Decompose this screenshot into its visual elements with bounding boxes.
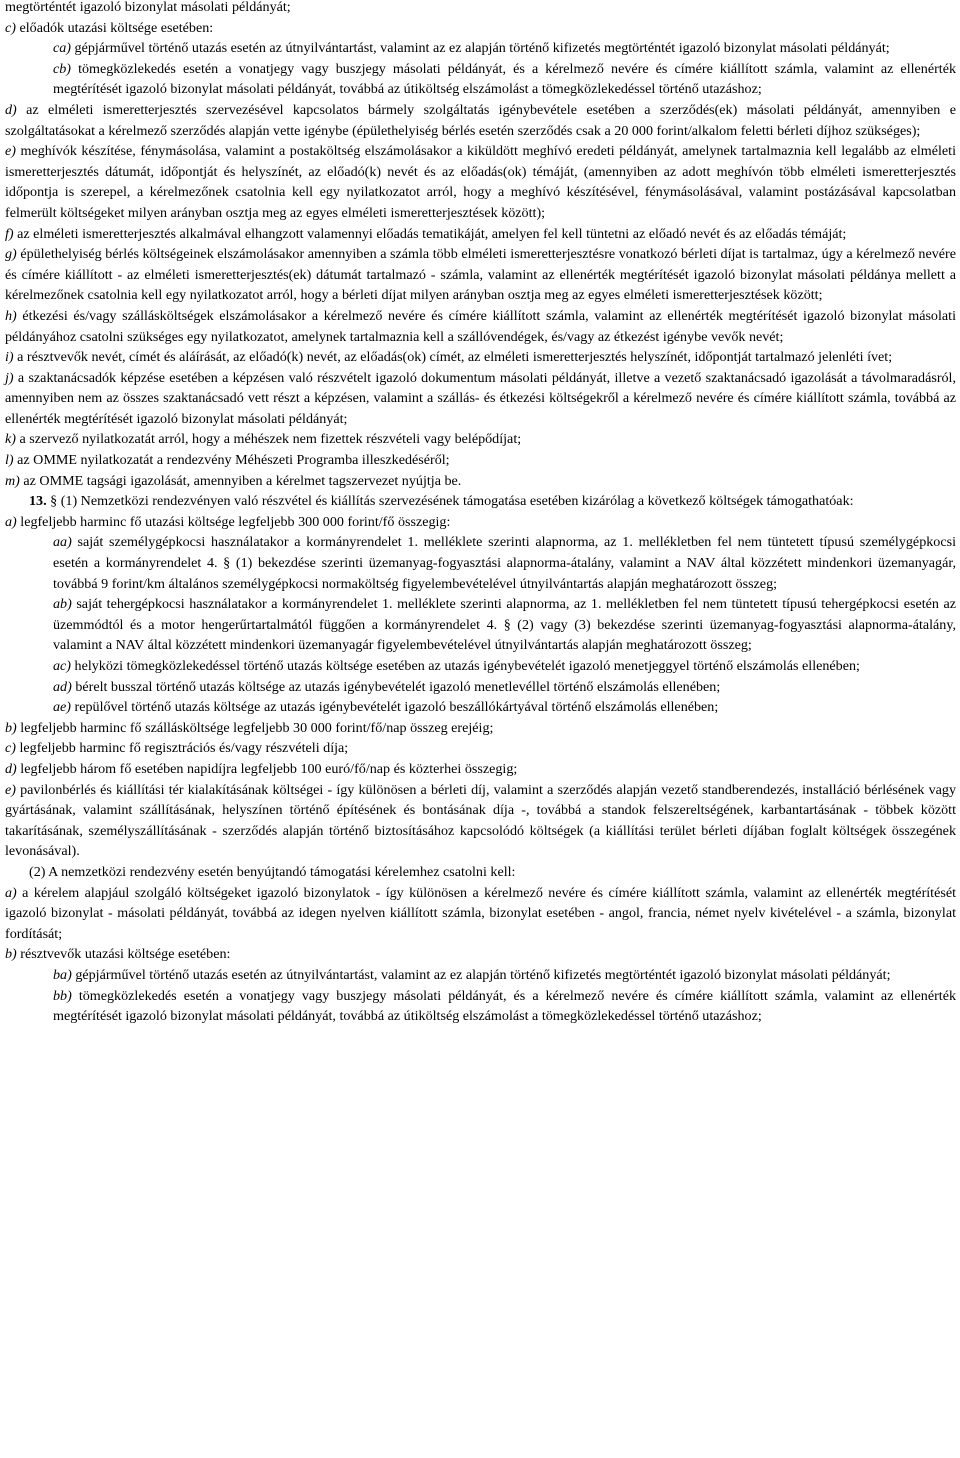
- paragraph-label: b): [5, 946, 17, 963]
- paragraph-text: helyközi tömegközlekedéssel történő utazás költsége esetében az utazás igénybevételét igazoló menetjeggyel történő elszámolás ellenében;: [71, 658, 860, 674]
- paragraph-label: i): [5, 349, 14, 366]
- paragraph-label: c): [5, 19, 16, 36]
- paragraph-label: j): [5, 369, 14, 386]
- paragraph-text: meghívók készítése, fénymásolása, valamint a postaköltség elszámolásakor a kiküldött meghívó eredeti példányát, amelynek tartalmaznia kell legalább az elméleti ismeretterjesztés dátumát, időpontját és helyszínét, az előadó(k) nevét és az előadás(ok) témáját, (amennyiben az adott meghívón több elméleti ismeretterjesztés időpontja is szerepel, a kérelmezőnek csatolnia kell egy nyilatkozatot arról, hogy a meghívó készítésével, fénymásolásával, valamint postázásával kapcsolatban felmerült költségeket milyen arányban osztja meg az egyes elméleti ismeretterjesztések között);: [5, 143, 956, 221]
- document-paragraph: [5, 471, 956, 492]
- document-paragraph: [5, 244, 956, 306]
- paragraph-label: ba): [53, 966, 72, 983]
- paragraph-label: d): [5, 760, 17, 777]
- document-paragraph: [5, 656, 956, 677]
- paragraph-text: tömegközlekedés esetén a vonatjegy vagy buszjegy másolati példányát, és a kérelmező nevére és címére kiállított számla, valamint az ellenérték megtérítését igazoló bizonylat másolati példányát, továbbá az útiköltség elszámolást a tömegközlekedéssel történő utazáshoz;: [53, 60, 956, 98]
- paragraph-text: az OMME tagsági igazolását, amennyiben a kérelmet tagszervezet nyújtja be.: [19, 472, 462, 489]
- paragraph-label: c): [5, 740, 16, 757]
- paragraph-label: d): [5, 101, 17, 118]
- paragraph-text: az elméleti ismeretterjesztés szervezésével kapcsolatos bármely szolgáltatás igénybevétele esetében a szerződés(ek) másolati példányát, amennyiben e szolgáltatásokat a kérelmező szerződés alapján vette igénybe (épülethelyiség bérlés esetén szerződés csak a 20 000 forint/alkalom feletti bérleti díjhoz szükséges);: [5, 101, 956, 139]
- paragraph-text: épülethelyiség bérlés költségeinek elszámolásakor amennyiben a számla több elméleti ismeretterjesztésre vonatkozó bérleti díjat is tartalmaz, úgy a kérelmező nevére és címére kiállított - az elméleti ismeretterjesztés(ek) dátumát tartalmazó - számla, valamint az ellenérték megtérítését igazoló bizonylat másolati példánya mellett a kérelmezőnek csatolnia kell egy nyilatkozatot arról, hogy a bérleti díjat milyen arányban osztja meg az egyes elméleti ismeretterjesztések között;: [5, 246, 956, 304]
- paragraph-label: k): [5, 431, 16, 448]
- paragraph-label: ca): [53, 40, 71, 57]
- paragraph-label: a): [5, 513, 17, 530]
- paragraph-text: tömegközlekedés esetén a vonatjegy vagy buszjegy másolati példányát, és a kérelmező nevére és címére kiállított számla, valamint az ellenérték megtérítését igazoló bizonylat másolati példányát, továbbá az útiköltség elszámolást a tömegközlekedéssel történő utazáshoz;: [53, 987, 956, 1025]
- paragraph-text: saját személygépkocsi használatakor a kormányrendelet 1. melléklete szerinti alapnorma, az 1. mellékletben fel nem tüntetett típusú személygépkocsi esetén a kormányrendelet 4. § (1) bekezdése szerinti üzemanyag-fogyasztási alapnorma-átalány, valamint a NAV által közzétett mindenkori üzemanyagár, továbbá 9 forint/km általános személygépkocsi normaköltség figyelembevételével útnyilvántartás alapján meghatározott összeg;: [53, 534, 956, 592]
- document-paragraph: [5, 759, 956, 780]
- paragraph-label: ab): [53, 596, 72, 613]
- document-paragraph: [5, 862, 956, 883]
- paragraph-text: § (1) Nemzetközi rendezvényen való részvétel és kiállítás szervezésének támogatása esetében kizárólag a következő költségek támogathatóak:: [46, 493, 854, 510]
- paragraph-text: (2) A nemzetközi rendezvény esetén benyújtandó támogatási kérelemhez csatolni kell:: [29, 863, 516, 880]
- section-number: 13.: [29, 493, 47, 510]
- document-paragraph: [5, 738, 956, 759]
- paragraph-label: e): [5, 781, 16, 798]
- section-paragraph: [5, 491, 956, 512]
- document-paragraph: [5, 368, 956, 430]
- document-paragraph: [5, 38, 956, 59]
- document-paragraph: [5, 718, 956, 739]
- paragraph-text: a szervező nyilatkozatát arról, hogy a méhészek nem fizettek részvételi vagy belépődíjat;: [15, 431, 522, 448]
- paragraph-text: saját tehergépkocsi használatakor a kormányrendelet 1. melléklete szerinti alapnorma, az 1. mellékletben fel nem tüntetett típusú tehergépkocsi esetén az üzemmódtól és a motor hengerűrtartalmától függően a kormányrendelet 4. § (2) vagy (3) bekezdése szerinti üzemanyag-fogyasztási alapnorma-átalány, valamint a NAV által közzétett mindenkori üzemanyagár figyelembevételével útnyilvántartás alapján meghatározott összeg;: [53, 596, 956, 654]
- document-paragraph: [5, 677, 956, 698]
- paragraph-label: bb): [53, 987, 72, 1004]
- paragraph-text: az elméleti ismeretterjesztés alkalmával elhangzott valamennyi előadás tematikáját, amelyen fel kell tüntetni az előadó nevét és az előadás témáját;: [13, 225, 847, 242]
- document-paragraph: [5, 697, 956, 718]
- document-paragraph: [5, 986, 956, 1027]
- paragraph-label: aa): [53, 534, 72, 551]
- document-paragraph: [5, 224, 956, 245]
- paragraph-label: m): [5, 472, 20, 489]
- paragraph-text: a szaktanácsadók képzése esetében a képzésen való részvételt igazoló dokumentum másolati példányát, illetve a vezető szaktanácsadó igazolását a távolmaradásról, amennyiben nem az összes szaktanácsadó vett részt a képzésen, valamint a szállás- és étkezési költségekről a kérelmező nevére és címére kiállított számla, továbbá az ellenérték megtérítését igazoló bizonylat másolati példányát;: [5, 369, 956, 427]
- document-paragraph: [5, 141, 956, 223]
- document-paragraph: [5, 965, 956, 986]
- document-paragraph: [5, 59, 956, 100]
- paragraph-label: g): [5, 246, 17, 263]
- document-paragraph: [5, 429, 956, 450]
- paragraph-text: gépjárművel történő utazás esetén az útnyilvántartást, valamint az ez alapján történő kifizetés megtörténtét igazoló bizonylat másolati példányát;: [71, 40, 890, 57]
- paragraph-text: a kérelem alapjául szolgáló költségeket igazoló bizonylatok - így különösen a kérelmező nevére és címére kiállított számla, valamint az ellenérték megtérítését igazoló bizonylat - másolati példányát, továbbá az idegen nyelven kiállított számla, bizonylat esetében - angol, francia, német nyelv kivételével - a számla, bizonylat fordítását;: [5, 884, 956, 942]
- paragraph-text: az OMME nyilatkozatát a rendezvény Méhészeti Programba illeszkedéséről;: [13, 452, 450, 469]
- paragraph-text: résztvevők utazási költsége esetében:: [16, 946, 231, 963]
- paragraph-text: repülővel történő utazás költsége az utazás igénybevételét igazoló beszállókártyával történő elszámolás ellenében;: [71, 699, 719, 716]
- paragraph-label: ad): [53, 678, 72, 695]
- paragraph-text: pavilonbérlés és kiállítási tér kialakításának költségei - így különösen a bérleti díj, valamint a szerződés alapján vezető standberendezés, installáció bérlésének vagy gyártásának, valamint szállításának, helyszínen történő építésének és bontásának díja -, továbbá a standok felszereltségének, karbantartásának - többek között takarításának, személyszállításának - szerződés alapján történő biztosításához kapcsolódó költségek (a kiállítási terület bérleti díjában foglalt költségek összegének levonásával).: [5, 781, 956, 860]
- paragraph-text: a résztvevők nevét, címét és aláírását, az előadó(k) nevét, az előadás(ok) címét, az elméleti ismeretterjesztés helyszínét, időpontját tartalmazó jelenléti ívet;: [13, 349, 893, 366]
- document-paragraph: [5, 512, 956, 533]
- paragraph-label: ae): [53, 699, 71, 716]
- paragraph-text: bérelt busszal történő utazás költsége az utazás igénybevételét igazoló menetlevéllel történő elszámolás ellenében;: [71, 678, 721, 695]
- paragraph-label: a): [5, 884, 17, 901]
- document-paragraph: [5, 883, 956, 945]
- document-paragraph: [5, 100, 956, 141]
- paragraph-label: e): [5, 143, 16, 160]
- document-body: [5, 0, 956, 1027]
- paragraph-text: legfeljebb harminc fő utazási költsége legfeljebb 300 000 forint/fő összegig:: [16, 513, 451, 530]
- paragraph-label: h): [5, 307, 17, 324]
- paragraph-text: előadók utazási költsége esetében:: [15, 19, 214, 36]
- paragraph-text: megtörténtét igazoló bizonylat másolati példányát;: [5, 0, 291, 15]
- paragraph-text: gépjárművel történő utazás esetén az útnyilvántartást, valamint az ez alapján történő kifizetés megtörténtét igazoló bizonylat másolati példányát;: [71, 966, 891, 983]
- document-paragraph: [5, 450, 956, 471]
- document-paragraph: [5, 18, 956, 39]
- document-paragraph: [5, 944, 956, 965]
- document-paragraph: [5, 594, 956, 656]
- paragraph-label: l): [5, 452, 14, 469]
- paragraph-text: legfeljebb harminc fő szállásköltsége legfeljebb 30 000 forint/fő/nap összeg erejéig;: [16, 719, 494, 736]
- paragraph-text: étkezési és/vagy szállásköltségek elszámolásakor a kérelmező nevére és címére kiállított számla, valamint az ellenérték megtérítését igazoló bizonylat másolati példányához csatolni szükséges egy nyilatkozatot, amelynek tartalmaznia kell a szállóvendégek, és/vagy az étkezést igénybe vevők nevét;: [5, 307, 956, 345]
- paragraph-text: legfeljebb három fő esetében napidíjra legfeljebb 100 euró/fő/nap és közterhei összegig;: [16, 760, 518, 777]
- paragraph-text: legfeljebb harminc fő regisztrációs és/vagy részvételi díja;: [15, 740, 349, 757]
- document-paragraph: [5, 0, 956, 18]
- document-paragraph: [5, 347, 956, 368]
- paragraph-label: cb): [53, 60, 71, 77]
- paragraph-label: ac): [53, 658, 71, 674]
- document-paragraph: [5, 532, 956, 594]
- document-paragraph: [5, 780, 956, 862]
- document-paragraph: [5, 306, 956, 347]
- paragraph-label: f): [5, 225, 14, 242]
- paragraph-label: b): [5, 719, 17, 736]
